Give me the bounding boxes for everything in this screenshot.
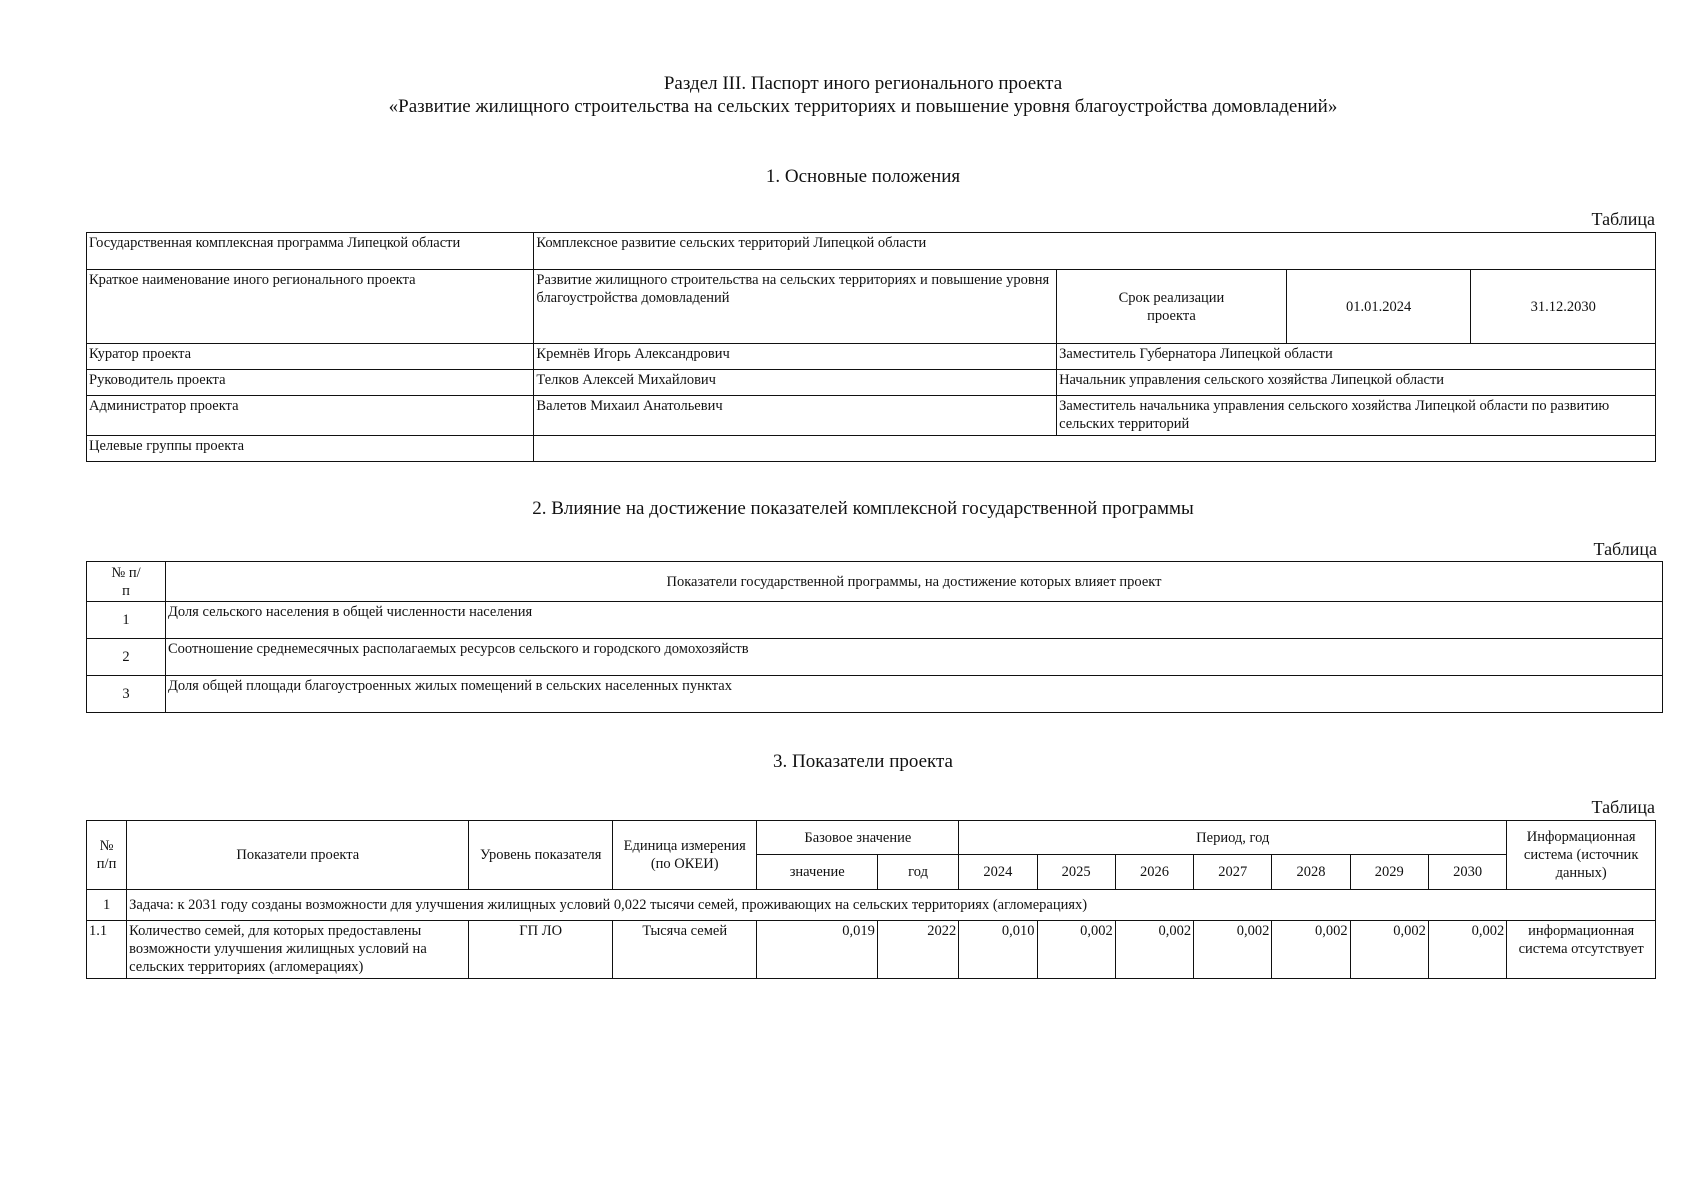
column-header-year: 2026 (1115, 855, 1193, 890)
row-position: Заместитель Губернатора Липецкой области (1057, 344, 1656, 370)
page-title (0, 72, 1697, 118)
column-header-level: Уровень показателя (469, 821, 613, 890)
row-info-system: информационная система отсутствует (1507, 921, 1656, 979)
row-text: Соотношение среднемесячных располагаемых ресурсов сельского и городского домохозяйств (166, 639, 1663, 676)
column-header-info-system: Информационная система (источник данных) (1507, 821, 1656, 890)
table-row (87, 676, 1663, 713)
row-value: Развитие жилищного строительства на сельских территориях и повышение уровня благоустройства домовладений (534, 270, 1057, 344)
row-label: Администратор проекта (87, 396, 534, 436)
row-year-value: 0,010 (959, 921, 1037, 979)
task-row (87, 890, 1656, 921)
section1-table-label: Таблица (1591, 209, 1655, 229)
row-label: Целевые группы проекта (87, 436, 534, 462)
section1-title: 1. Основные положения (765, 166, 961, 187)
table-row (87, 436, 1656, 462)
row-label: Куратор проекта (87, 344, 534, 370)
row-indicator: Количество семей, для которых предоставлены возможности улучшения жилищных условий на сельских территориях (агломерациях) (127, 921, 469, 979)
column-header-number: № п/п (87, 821, 127, 890)
row-position: Заместитель начальника управления сельского хозяйства Липецкой области по развитию сельских территорий (1057, 396, 1656, 436)
period-start: 01.01.2024 (1286, 270, 1471, 344)
table-row (87, 602, 1663, 639)
row-year-value: 0,002 (1037, 921, 1115, 979)
row-year-value: 0,002 (1428, 921, 1506, 979)
column-header-base-year: год (877, 855, 958, 890)
row-number: 3 (87, 676, 166, 713)
column-header-number: № п/п (87, 562, 166, 602)
row-level: ГП ЛО (469, 921, 613, 979)
section2-title: 2. Влияние на достижение показателей комплексной государственной программы (532, 498, 1194, 519)
table-row (87, 639, 1663, 676)
table-header-row (87, 821, 1656, 855)
column-header-year: 2030 (1428, 855, 1506, 890)
main-info-table (86, 232, 1656, 462)
column-header-base: Базовое значение (757, 821, 959, 855)
period-end: 31.12.2030 (1471, 270, 1656, 344)
table-header-row (87, 562, 1663, 602)
table-row (87, 344, 1656, 370)
column-header-unit: Единица измерения (по ОКЕИ) (612, 821, 757, 890)
section3-table-label: Таблица (1591, 797, 1655, 817)
row-value (534, 436, 1656, 462)
column-header-year: 2029 (1350, 855, 1428, 890)
row-value: Валетов Михаил Анатольевич (534, 396, 1057, 436)
row-year-value: 0,002 (1115, 921, 1193, 979)
row-value: Кремнёв Игорь Александрович (534, 344, 1057, 370)
period-label: Срок реализации проекта (1057, 270, 1287, 344)
row-base-value: 0,019 (757, 921, 877, 979)
page-title-line2: «Развитие жилищного строительства на сельских территориях и повышение уровня благоустройства домовладений» (388, 96, 1338, 117)
row-base-year: 2022 (877, 921, 958, 979)
row-label: Руководитель проекта (87, 370, 534, 396)
column-header-year: 2028 (1272, 855, 1350, 890)
row-number: 1.1 (87, 921, 127, 979)
row-unit: Тысяча семей (612, 921, 757, 979)
task-number: 1 (87, 890, 127, 921)
row-value: Телков Алексей Михайлович (534, 370, 1057, 396)
program-indicators-table (86, 561, 1663, 713)
page-title-line1: Раздел III. Паспорт иного регионального проекта (663, 73, 1063, 94)
row-text: Доля сельского населения в общей численности населения (166, 602, 1663, 639)
column-header-year: 2024 (959, 855, 1037, 890)
column-header-period: Период, год (959, 821, 1507, 855)
row-number: 2 (87, 639, 166, 676)
project-indicators-table (86, 820, 1656, 979)
column-header-year: 2025 (1037, 855, 1115, 890)
table-row (87, 270, 1656, 344)
table-row (87, 396, 1656, 436)
row-label: Краткое наименование иного регионального проекта (87, 270, 534, 344)
section2-table-label: Таблица (1593, 539, 1657, 559)
section3-title: 3. Показатели проекта (773, 751, 953, 772)
row-label: Государственная комплексная программа Липецкой области (87, 233, 534, 270)
row-year-value: 0,002 (1272, 921, 1350, 979)
column-header-base-value: значение (757, 855, 877, 890)
column-header-indicator: Показатели проекта (127, 821, 469, 890)
row-year-value: 0,002 (1194, 921, 1272, 979)
column-header-year: 2027 (1194, 855, 1272, 890)
row-number: 1 (87, 602, 166, 639)
table-row (87, 921, 1656, 979)
task-text: Задача: к 2031 году созданы возможности для улучшения жилищных условий 0,022 тысячи семей, проживающих на сельских территориях (агломерациях) (127, 890, 1656, 921)
row-value: Комплексное развитие сельских территорий Липецкой области (534, 233, 1656, 270)
row-year-value: 0,002 (1350, 921, 1428, 979)
table-row (87, 370, 1656, 396)
column-header-indicator: Показатели государственной программы, на достижение которых влияет проект (166, 562, 1663, 602)
row-position: Начальник управления сельского хозяйства Липецкой области (1057, 370, 1656, 396)
row-text: Доля общей площади благоустроенных жилых помещений в сельских населенных пунктах (166, 676, 1663, 713)
table-row (87, 233, 1656, 270)
